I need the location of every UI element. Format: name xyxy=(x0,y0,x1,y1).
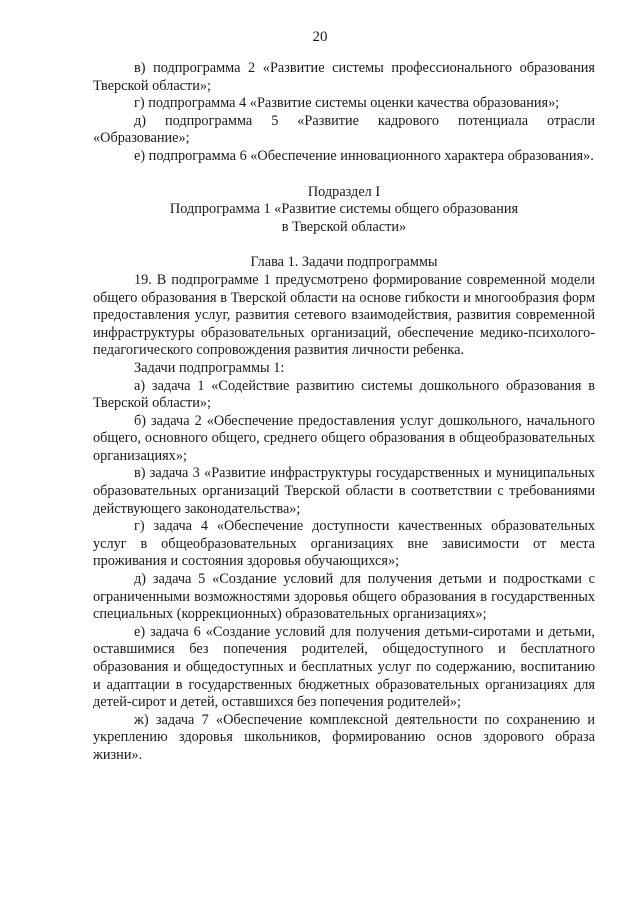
document-body xyxy=(93,60,595,765)
section-label: Подраздел I xyxy=(307,183,381,200)
intro-item-g: г) подпрограмма 4 «Развитие системы оценки качества образования»; xyxy=(134,95,560,112)
task-item-zh: ж) задача 7 «Обеспечение комплексной деятельности по сохранению и укреплению здоровья школьников, формированию основ здорового образа жизни». xyxy=(93,711,595,763)
spacer xyxy=(93,236,595,254)
intro-item-v: в) подпрограмма 2 «Развитие системы профессионального образования Тверской области»; xyxy=(93,60,595,94)
paragraph-19: 19. В подпрограмме 1 предусмотрено формирование современной модели общего образования в Тверской области на основе гибкости и многообразия форм предоставления услуг, развития сетевого взаимодействия, развития современной инфраструктуры образовательных организаций, обеспечение медико-психолого-педагогического сопровождения развития личности ребенка. xyxy=(93,271,595,359)
intro-item-e: е) подпрограмма 6 «Обеспечение инновационного характера образования». xyxy=(134,147,594,164)
chapter-title: Глава 1. Задачи подпрограммы xyxy=(250,254,438,271)
task-item-a: а) задача 1 «Содействие развитию системы дошкольного образования в Тверской области»; xyxy=(93,377,595,412)
intro-item-d: д) подпрограмма 5 «Развитие кадрового потенциала отрасли «Образование»; xyxy=(93,112,595,147)
section-title-line2: в Тверской области» xyxy=(281,218,407,235)
task-item-d: д) задача 5 «Создание условий для получения детьми и подростками с ограниченными возможностями здоровья общего образования в государственных специальных (коррекционных) образовательных организациях»; xyxy=(93,571,595,623)
spacer xyxy=(93,166,595,184)
page-number: 20 xyxy=(312,29,328,45)
section-title-line1: Подпрограмма 1 «Развитие системы общего образования xyxy=(169,201,519,218)
task-item-b: б) задача 2 «Обеспечение предоставления услуг дошкольного, начального общего, основного общего, среднего общего образования в общеобразовательных организациях»; xyxy=(93,412,595,464)
task-item-v: в) задача 3 «Развитие инфраструктуры государственных и муниципальных образовательных организаций Тверской области в соответствии с требованиями действующего законодательства»; xyxy=(93,465,595,517)
task-item-g: г) задача 4 «Обеспечение доступности качественных образовательных услуг в общеобразовательных организациях вне зависимости от места проживания и состояния здоровья обучающихся»; xyxy=(93,518,595,570)
task-item-e: е) задача 6 «Создание условий для получения детьми-сиротами и детьми, оставшимися без попечения родителей, общедоступного и бесплатного образования и общедоступных и бесплатных услуг по содержанию, воспитанию и адаптации в государственных бюджетных образовательных организациях для детей-сирот и детей, оставшихся без попечения родителей»; xyxy=(93,623,595,711)
tasks-heading: Задачи подпрограммы 1: xyxy=(134,359,285,376)
